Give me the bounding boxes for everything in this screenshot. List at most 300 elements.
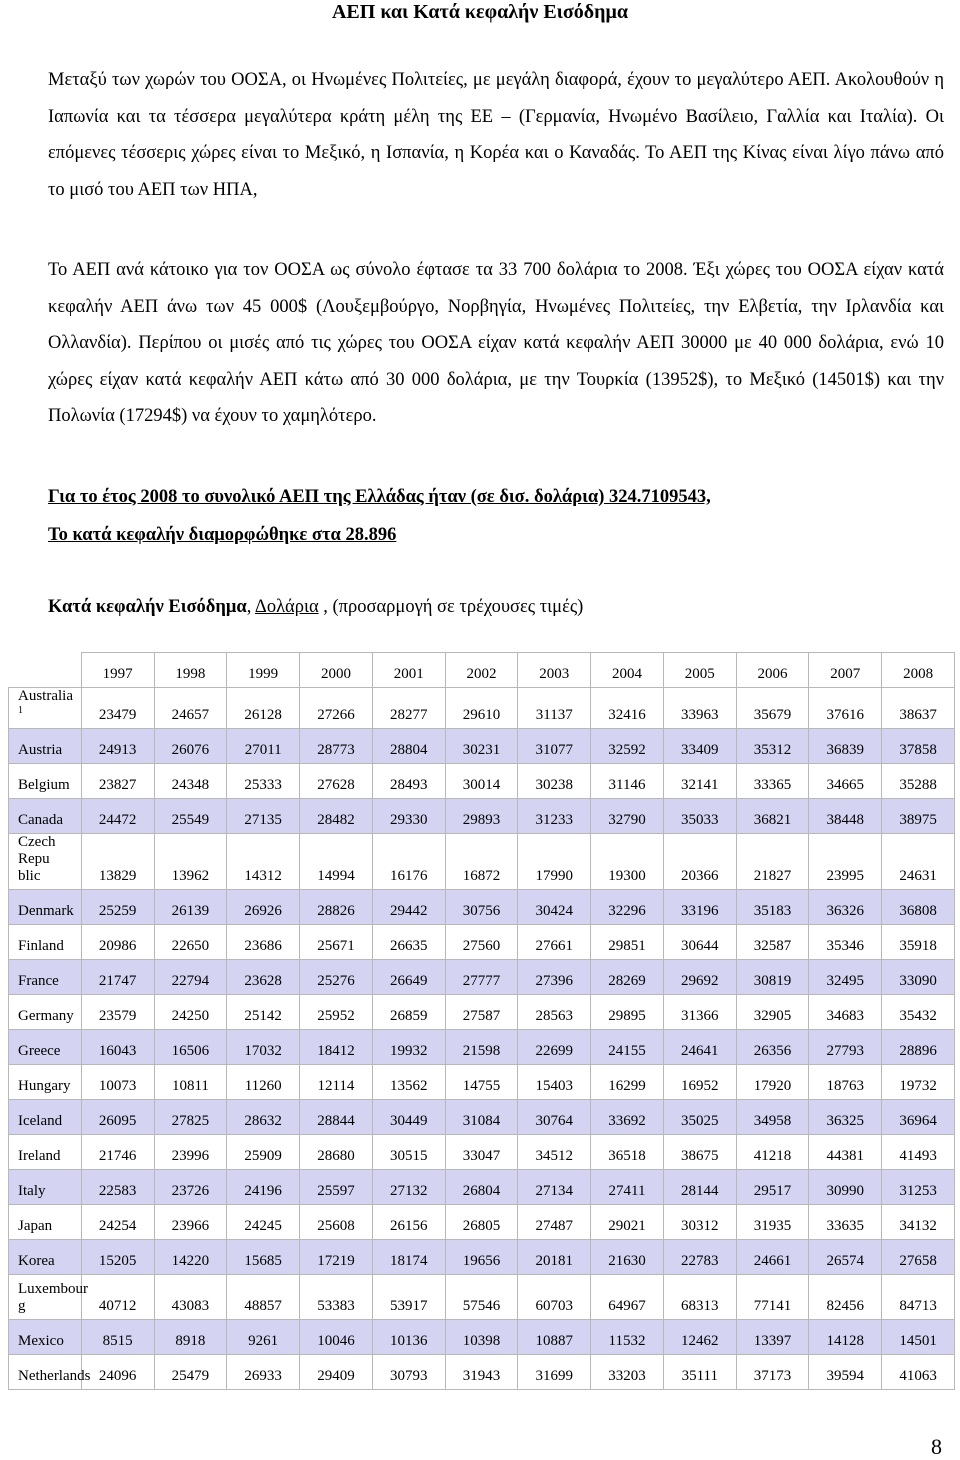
table-header-row (9, 653, 955, 688)
value-cell: 25671 (300, 925, 373, 960)
country-name: Czech Repu (18, 834, 56, 867)
value-cell: 24196 (227, 1170, 300, 1205)
value-cell: 29895 (591, 995, 664, 1030)
value-cell: 25952 (300, 995, 373, 1030)
value-cell: 22783 (663, 1240, 736, 1275)
value-cell: 31146 (591, 764, 664, 799)
value-cell: 34958 (736, 1100, 809, 1135)
value-cell: 41493 (882, 1135, 955, 1170)
value-cell: 26933 (227, 1355, 300, 1390)
value-cell: 36964 (882, 1100, 955, 1135)
value-cell: 36839 (809, 729, 882, 764)
table-row (9, 1355, 955, 1390)
value-cell: 36821 (736, 799, 809, 834)
value-cell: 27793 (809, 1030, 882, 1065)
value-cell: 12114 (300, 1065, 373, 1100)
country-cell (9, 960, 82, 995)
value-cell: 26805 (445, 1205, 518, 1240)
value-cell: 23996 (154, 1135, 227, 1170)
value-cell: 26128 (227, 688, 300, 729)
value-cell: 18763 (809, 1065, 882, 1100)
value-cell: 33365 (736, 764, 809, 799)
value-cell: 30515 (372, 1135, 445, 1170)
value-cell: 27658 (882, 1240, 955, 1275)
country-cell (9, 890, 82, 925)
value-cell: 32592 (591, 729, 664, 764)
value-cell: 29021 (591, 1205, 664, 1240)
value-cell: 24348 (154, 764, 227, 799)
value-cell: 26649 (372, 960, 445, 995)
value-cell: 33090 (882, 960, 955, 995)
country-name: Netherlands (18, 1368, 91, 1384)
country-name-continued: g (18, 1298, 26, 1314)
value-cell: 10811 (154, 1065, 227, 1100)
value-cell: 24155 (591, 1030, 664, 1065)
value-cell: 23628 (227, 960, 300, 995)
value-cell: 32790 (591, 799, 664, 834)
country-name: Korea (18, 1253, 55, 1269)
value-cell: 18174 (372, 1240, 445, 1275)
value-cell: 19732 (882, 1065, 955, 1100)
value-cell: 22699 (518, 1030, 591, 1065)
value-cell: 34132 (882, 1205, 955, 1240)
value-cell: 27487 (518, 1205, 591, 1240)
value-cell: 27132 (372, 1170, 445, 1205)
country-name: France (18, 973, 59, 989)
value-cell: 28896 (882, 1030, 955, 1065)
value-cell: 31935 (736, 1205, 809, 1240)
value-cell: 24250 (154, 995, 227, 1030)
value-cell: 17990 (518, 834, 591, 890)
value-cell: 29442 (372, 890, 445, 925)
value-cell: 28773 (300, 729, 373, 764)
table-row (9, 1100, 955, 1135)
value-cell: 31943 (445, 1355, 518, 1390)
table-row (9, 1275, 955, 1320)
value-cell: 30312 (663, 1205, 736, 1240)
paragraph-gdp-overview: Μεταξύ των χωρών του ΟΟΣΑ, οι Ηνωμένες Πολιτείες, με μεγάλη διαφορά, έχουν το μεγαλύτερο ΑΕΠ. Ακολουθούν η Ιαπωνία και τα τέσσερα μεγαλύτερα κράτη μέλη της ΕΕ – (Γερμανία, Ηνωμένο Βασίλειο, Γαλλία και Ιταλία). Οι επόμενες τέσσερις χώρες είναι το Μεξικό, η Ισπανία, η Κορέα και ο Καναδάς. Το ΑΕΠ της Κίνας είναι λίγο πάνω από το μισό του ΑΕΠ των ΗΠΑ, (48, 70, 944, 200)
value-cell: 24913 (81, 729, 154, 764)
year-header: 1998 (154, 653, 227, 688)
country-cell (9, 1170, 82, 1205)
year-header: 2001 (372, 653, 445, 688)
value-cell: 28680 (300, 1135, 373, 1170)
value-cell: 68313 (663, 1275, 736, 1320)
value-cell: 13562 (372, 1065, 445, 1100)
value-cell: 20366 (663, 834, 736, 890)
value-cell: 25276 (300, 960, 373, 995)
table-row (9, 890, 955, 925)
value-cell: 30756 (445, 890, 518, 925)
value-cell: 9261 (227, 1320, 300, 1355)
value-cell: 26076 (154, 729, 227, 764)
country-cell (9, 1240, 82, 1275)
value-cell: 33963 (663, 688, 736, 729)
table-row (9, 1030, 955, 1065)
value-cell: 8918 (154, 1320, 227, 1355)
value-cell: 32587 (736, 925, 809, 960)
value-cell: 24657 (154, 688, 227, 729)
value-cell: 29893 (445, 799, 518, 834)
value-cell: 16506 (154, 1030, 227, 1065)
value-cell: 24245 (227, 1205, 300, 1240)
value-cell: 27396 (518, 960, 591, 995)
caption-bold: Κατά κεφαλήν Εισόδημα (48, 597, 247, 617)
value-cell: 15205 (81, 1240, 154, 1275)
value-cell: 23966 (154, 1205, 227, 1240)
country-cell (9, 1030, 82, 1065)
value-cell: 29409 (300, 1355, 373, 1390)
country-name: Iceland (18, 1113, 63, 1129)
year-header: 2007 (809, 653, 882, 688)
country-name: Mexico (18, 1333, 64, 1349)
value-cell: 14755 (445, 1065, 518, 1100)
value-cell: 15685 (227, 1240, 300, 1275)
country-name: Canada (18, 812, 63, 828)
value-cell: 21827 (736, 834, 809, 890)
value-cell: 25259 (81, 890, 154, 925)
value-cell: 36326 (809, 890, 882, 925)
value-cell: 57546 (445, 1275, 518, 1320)
value-cell: 24641 (663, 1030, 736, 1065)
value-cell: 84713 (882, 1275, 955, 1320)
country-name: Greece (18, 1043, 61, 1059)
country-cell (9, 729, 82, 764)
value-cell: 23827 (81, 764, 154, 799)
value-cell: 19300 (591, 834, 664, 890)
value-cell: 30231 (445, 729, 518, 764)
table-row (9, 1170, 955, 1205)
value-cell: 24096 (81, 1355, 154, 1390)
table-row (9, 1240, 955, 1275)
value-cell: 35033 (663, 799, 736, 834)
value-cell: 23579 (81, 995, 154, 1030)
page-number: 8 (931, 1434, 942, 1459)
country-name-continued: blic (18, 868, 41, 884)
value-cell: 18412 (300, 1030, 373, 1065)
value-cell: 48857 (227, 1275, 300, 1320)
value-cell: 37858 (882, 729, 955, 764)
value-cell: 26926 (227, 890, 300, 925)
value-cell: 27587 (445, 995, 518, 1030)
country-cell (9, 1355, 91, 1390)
country-cell (9, 1205, 82, 1240)
value-cell: 16952 (663, 1065, 736, 1100)
value-cell: 35346 (809, 925, 882, 960)
year-header: 2003 (518, 653, 591, 688)
value-cell: 10398 (445, 1320, 518, 1355)
value-cell: 23726 (154, 1170, 227, 1205)
table-row (9, 925, 955, 960)
value-cell: 38448 (809, 799, 882, 834)
country-cell (9, 1320, 82, 1355)
value-cell: 36808 (882, 890, 955, 925)
country-name: Hungary (18, 1078, 71, 1094)
value-cell: 36518 (591, 1135, 664, 1170)
value-cell: 41218 (736, 1135, 809, 1170)
value-cell: 10073 (81, 1065, 154, 1100)
country-cell (9, 1275, 88, 1320)
country-cell (9, 688, 82, 729)
value-cell: 64967 (591, 1275, 664, 1320)
year-header: 1997 (81, 653, 154, 688)
value-cell: 27011 (227, 729, 300, 764)
year-header: 2006 (736, 653, 809, 688)
value-cell: 25909 (227, 1135, 300, 1170)
value-cell: 31253 (882, 1170, 955, 1205)
value-cell: 13962 (154, 834, 227, 890)
value-cell: 30238 (518, 764, 591, 799)
value-cell: 25597 (300, 1170, 373, 1205)
country-name: Belgium (18, 777, 70, 793)
year-header: 2004 (591, 653, 664, 688)
value-cell: 60703 (518, 1275, 591, 1320)
value-cell: 17219 (300, 1240, 373, 1275)
value-cell: 23995 (809, 834, 882, 890)
value-cell: 23479 (81, 688, 154, 729)
value-cell: 33196 (663, 890, 736, 925)
table-row (9, 1135, 955, 1170)
value-cell: 22650 (154, 925, 227, 960)
value-cell: 28804 (372, 729, 445, 764)
value-cell: 21598 (445, 1030, 518, 1065)
table-row (9, 960, 955, 995)
value-cell: 39594 (809, 1355, 882, 1390)
value-cell: 30819 (736, 960, 809, 995)
country-name: Italy (18, 1183, 46, 1199)
value-cell: 35312 (736, 729, 809, 764)
value-cell: 30449 (372, 1100, 445, 1135)
year-header: 2000 (300, 653, 373, 688)
table-row (9, 1320, 955, 1355)
value-cell: 38675 (663, 1135, 736, 1170)
value-cell: 10887 (518, 1320, 591, 1355)
value-cell: 35679 (736, 688, 809, 729)
table-body (9, 688, 955, 1390)
value-cell: 25333 (227, 764, 300, 799)
value-cell: 26574 (809, 1240, 882, 1275)
country-name: Denmark (18, 903, 74, 919)
value-cell: 44381 (809, 1135, 882, 1170)
value-cell: 17032 (227, 1030, 300, 1065)
table-row (9, 1065, 955, 1100)
year-header: 1999 (227, 653, 300, 688)
country-cell (9, 1065, 82, 1100)
value-cell: 31137 (518, 688, 591, 729)
value-cell: 35432 (882, 995, 955, 1030)
value-cell: 27266 (300, 688, 373, 729)
value-cell: 31084 (445, 1100, 518, 1135)
greece-per-capita-note: Το κατά κεφαλήν διαμορφώθηκε στα 28.896 (48, 525, 397, 545)
table-caption (48, 594, 583, 620)
value-cell: 37616 (809, 688, 882, 729)
caption-rest: , (προσαρμογή σε τρέχουσες τιμές) (318, 597, 584, 617)
value-cell: 23686 (227, 925, 300, 960)
value-cell: 10046 (300, 1320, 373, 1355)
value-cell: 77141 (736, 1275, 809, 1320)
value-cell: 12462 (663, 1320, 736, 1355)
value-cell: 35183 (736, 890, 809, 925)
value-cell: 28277 (372, 688, 445, 729)
value-cell: 30644 (663, 925, 736, 960)
value-cell: 34683 (809, 995, 882, 1030)
table-row (9, 688, 955, 729)
table-row (9, 1205, 955, 1240)
country-name: Australia (18, 688, 73, 704)
header-corner (9, 653, 82, 688)
country-name: Luxembour (18, 1281, 88, 1297)
value-cell: 30793 (372, 1355, 445, 1390)
country-cell (9, 1135, 82, 1170)
value-cell: 31077 (518, 729, 591, 764)
value-cell: 53383 (300, 1275, 373, 1320)
caption-underlined: Δολάρια (254, 597, 319, 617)
year-header: 2008 (882, 653, 955, 688)
value-cell: 13829 (81, 834, 154, 890)
value-cell: 8515 (81, 1320, 154, 1355)
value-cell: 28482 (300, 799, 373, 834)
value-cell: 27135 (227, 799, 300, 834)
value-cell: 28563 (518, 995, 591, 1030)
country-cell (9, 799, 82, 834)
value-cell: 25549 (154, 799, 227, 834)
value-cell: 32141 (663, 764, 736, 799)
value-cell: 28269 (591, 960, 664, 995)
value-cell: 33047 (445, 1135, 518, 1170)
value-cell: 34512 (518, 1135, 591, 1170)
value-cell: 40712 (81, 1275, 154, 1320)
value-cell: 29692 (663, 960, 736, 995)
value-cell: 14220 (154, 1240, 227, 1275)
value-cell: 26356 (736, 1030, 809, 1065)
value-cell: 24472 (81, 799, 154, 834)
value-cell: 30764 (518, 1100, 591, 1135)
value-cell: 82456 (809, 1275, 882, 1320)
value-cell: 27825 (154, 1100, 227, 1135)
value-cell: 25608 (300, 1205, 373, 1240)
value-cell: 27134 (518, 1170, 591, 1205)
country-cell (9, 834, 82, 890)
value-cell: 21630 (591, 1240, 664, 1275)
country-name: Germany (18, 1008, 74, 1024)
value-cell: 26804 (445, 1170, 518, 1205)
value-cell: 24661 (736, 1240, 809, 1275)
value-cell: 26095 (81, 1100, 154, 1135)
value-cell: 34665 (809, 764, 882, 799)
value-cell: 20986 (81, 925, 154, 960)
value-cell: 33635 (809, 1205, 882, 1240)
value-cell: 16299 (591, 1065, 664, 1100)
value-cell: 28632 (227, 1100, 300, 1135)
value-cell: 33692 (591, 1100, 664, 1135)
footnote-marker: 1 (18, 705, 23, 716)
value-cell: 22583 (81, 1170, 154, 1205)
value-cell: 43083 (154, 1275, 227, 1320)
country-name: Ireland (18, 1148, 61, 1164)
value-cell: 28844 (300, 1100, 373, 1135)
value-cell: 32296 (591, 890, 664, 925)
value-cell: 32495 (809, 960, 882, 995)
value-cell: 13397 (736, 1320, 809, 1355)
value-cell: 27411 (591, 1170, 664, 1205)
value-cell: 26139 (154, 890, 227, 925)
value-cell: 41063 (882, 1355, 955, 1390)
value-cell: 31366 (663, 995, 736, 1030)
value-cell: 53917 (372, 1275, 445, 1320)
value-cell: 21747 (81, 960, 154, 995)
value-cell: 25479 (154, 1355, 227, 1390)
caption-sep: , (246, 597, 255, 617)
paragraph-per-capita: Το ΑΕΠ ανά κάτοικο για τον ΟΟΣΑ ως σύνολο έφτασε τα 33 700 δολάρια το 2008. Έξι χώρες του ΟΟΣΑ είχαν κατά κεφαλήν ΑΕΠ άνω των 45 000$ (Λουξεμβούργο, Νορβηγία, Ηνωμένες Πολιτείες, την Ελβετία, την Ιρλανδία και Ολλανδία). Περίπου οι μισές από τις χώρες του ΟΟΣΑ είχαν κατά κεφαλήν ΑΕΠ 30000 με 40 000 δολάρια, ενώ 10 χώρες είχαν κατά κεφαλήν ΑΕΠ κάτω από 30 000 δολάρια, με την Τουρκία (13952$), το Μεξικό (14501$) και την Πολωνία (17294$) να έχουν το χαμηλότερο. (48, 260, 944, 426)
value-cell: 31699 (518, 1355, 591, 1390)
value-cell: 22794 (154, 960, 227, 995)
table-row (9, 729, 955, 764)
country-cell (9, 925, 82, 960)
value-cell: 37173 (736, 1355, 809, 1390)
value-cell: 30990 (809, 1170, 882, 1205)
country-cell (9, 995, 82, 1030)
value-cell: 30014 (445, 764, 518, 799)
value-cell: 14128 (809, 1320, 882, 1355)
value-cell: 38637 (882, 688, 955, 729)
value-cell: 19656 (445, 1240, 518, 1275)
value-cell: 29851 (591, 925, 664, 960)
value-cell: 32416 (591, 688, 664, 729)
country-name: Finland (18, 938, 64, 954)
value-cell: 33409 (663, 729, 736, 764)
year-header: 2005 (663, 653, 736, 688)
value-cell: 14501 (882, 1320, 955, 1355)
value-cell: 29610 (445, 688, 518, 729)
value-cell: 30424 (518, 890, 591, 925)
value-cell: 35025 (663, 1100, 736, 1135)
value-cell: 19932 (372, 1030, 445, 1065)
year-header: 2002 (445, 653, 518, 688)
value-cell: 35111 (663, 1355, 736, 1390)
value-cell: 14312 (227, 834, 300, 890)
value-cell: 32905 (736, 995, 809, 1030)
value-cell: 26156 (372, 1205, 445, 1240)
value-cell: 17920 (736, 1065, 809, 1100)
value-cell: 24254 (81, 1205, 154, 1240)
value-cell: 11532 (591, 1320, 664, 1355)
value-cell: 33203 (591, 1355, 664, 1390)
value-cell: 38975 (882, 799, 955, 834)
value-cell: 28144 (663, 1170, 736, 1205)
value-cell: 16872 (445, 834, 518, 890)
country-name: Austria (18, 742, 63, 758)
value-cell: 26635 (372, 925, 445, 960)
value-cell: 36325 (809, 1100, 882, 1135)
value-cell: 10136 (372, 1320, 445, 1355)
table-row (9, 799, 955, 834)
value-cell: 35288 (882, 764, 955, 799)
table-row (9, 764, 955, 799)
value-cell: 31233 (518, 799, 591, 834)
value-cell: 27661 (518, 925, 591, 960)
table-row (9, 995, 955, 1030)
country-cell (9, 1100, 82, 1135)
value-cell: 29330 (372, 799, 445, 834)
value-cell: 27560 (445, 925, 518, 960)
value-cell: 35918 (882, 925, 955, 960)
value-cell: 16176 (372, 834, 445, 890)
value-cell: 28826 (300, 890, 373, 925)
greece-total-gdp-note: Για το έτος 2008 το συνολικό ΑΕΠ της Ελλάδας ήταν (σε δισ. δολάρια) 324.7109543, (48, 487, 711, 507)
value-cell: 14994 (300, 834, 373, 890)
value-cell: 28493 (372, 764, 445, 799)
value-cell: 29517 (736, 1170, 809, 1205)
